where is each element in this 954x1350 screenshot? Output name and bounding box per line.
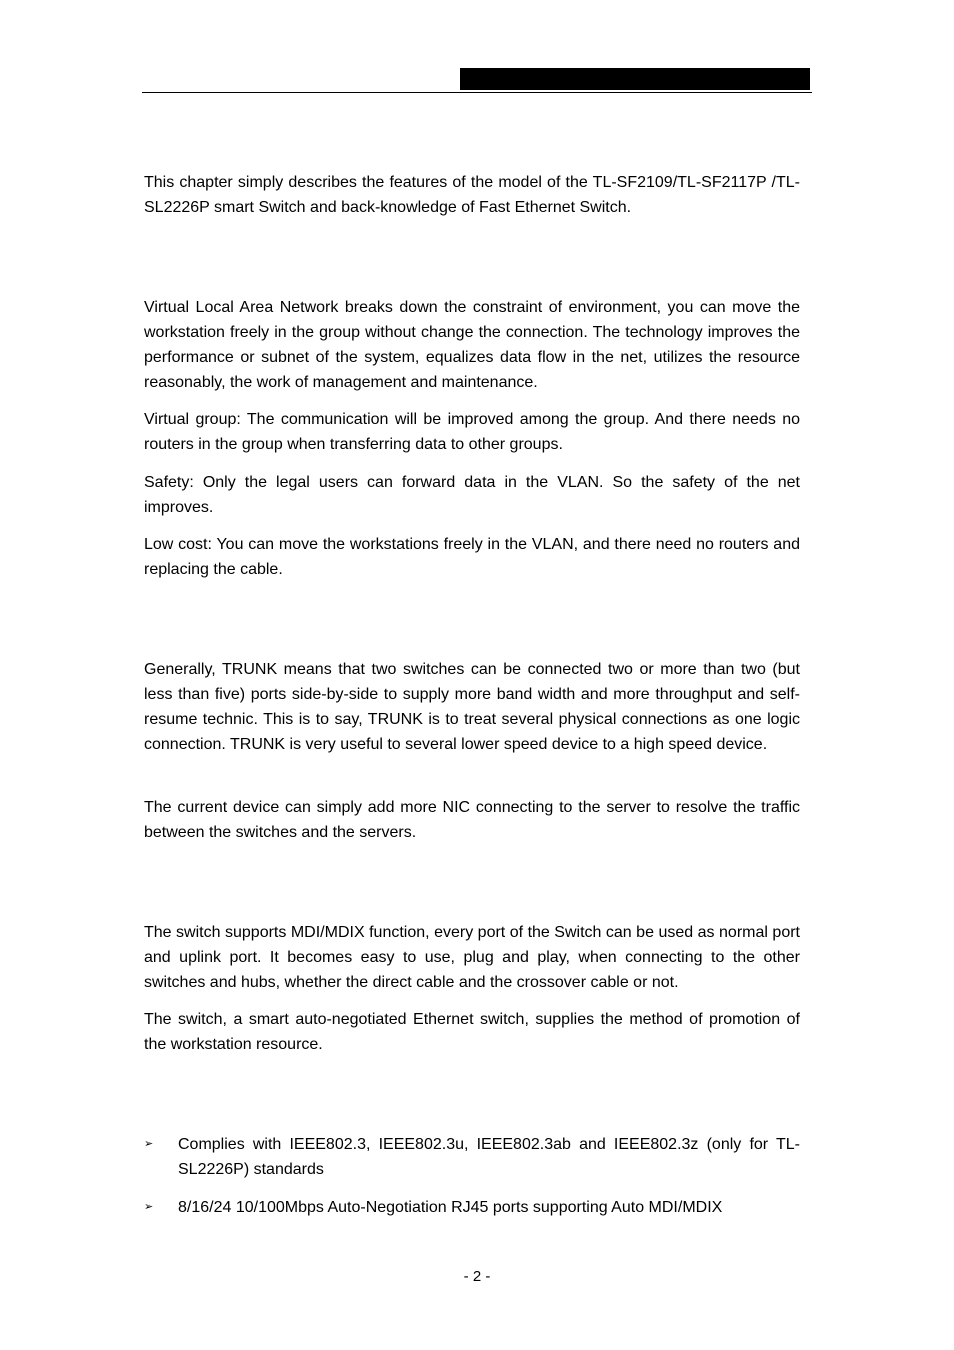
trunk-paragraph-2: The current device can simply add more NIC connecting to the server to resolve the traffic between the switches and the servers. [144, 799, 800, 841]
mdix-paragraph-1: The switch supports MDI/MDIX function, every port of the Switch can be used as normal port and uplink port. It becomes easy to use, plug and play, when connecting to the other switches and hubs, whether the direct cable and the crossover cable or not. [144, 924, 800, 991]
trunk-paragraph-1: Generally, TRUNK means that two switches can be connected two or more than two (but less than five) ports side-by-side to supply more band width and more throughput and self-resume technic. This is to say, TRUNK is to treat several physical connections as one logic connection. TRUNK is very useful to several lower speed device to a high speed device. [144, 661, 800, 753]
feature-text: 8/16/24 10/100Mbps Auto-Negotiation RJ45 ports supporting Auto MDI/MDIX [178, 1199, 723, 1216]
feature-list-item [144, 1195, 800, 1220]
intro-paragraph: This chapter simply describes the features of the model of the TL-SF2109/TL-SF2117P /TL-SL2226P smart Switch and back-knowledge of Fast Ethernet Switch. [144, 174, 800, 216]
bullet-arrow-icon: ➢ [144, 1201, 154, 1213]
vlan-paragraph-4: Low cost: You can move the workstations freely in the VLAN, and there need no routers and replacing the cable. [144, 536, 800, 578]
mdix-paragraph-2: The switch, a smart auto-negotiated Ethernet switch, supplies the method of promotion of the workstation resource. [144, 1011, 800, 1053]
vlan-paragraph-2: Virtual group: The communication will be improved among the group. And there needs no routers in the group when transferring data to other groups. [144, 411, 800, 453]
feature-text: Complies with IEEE802.3, IEEE802.3u, IEEE802.3ab and IEEE802.3z (only for TL-SL2226P) standards [178, 1136, 800, 1178]
vlan-paragraph-1: Virtual Local Area Network breaks down the constraint of environment, you can move the workstation freely in the group without change the connection. The technology improves the performance or subnet of the system, equalizes data flow in the net, utilizes the resource reasonably, the work of management and maintenance. [144, 299, 800, 391]
feature-list-item [144, 1132, 800, 1182]
header-bar [460, 68, 810, 90]
page-number: - 2 - [463, 1268, 491, 1285]
vlan-paragraph-3: Safety: Only the legal users can forward data in the VLAN. So the safety of the net improves. [144, 474, 800, 516]
header-rule [142, 92, 812, 93]
bullet-arrow-icon: ➢ [144, 1138, 154, 1150]
